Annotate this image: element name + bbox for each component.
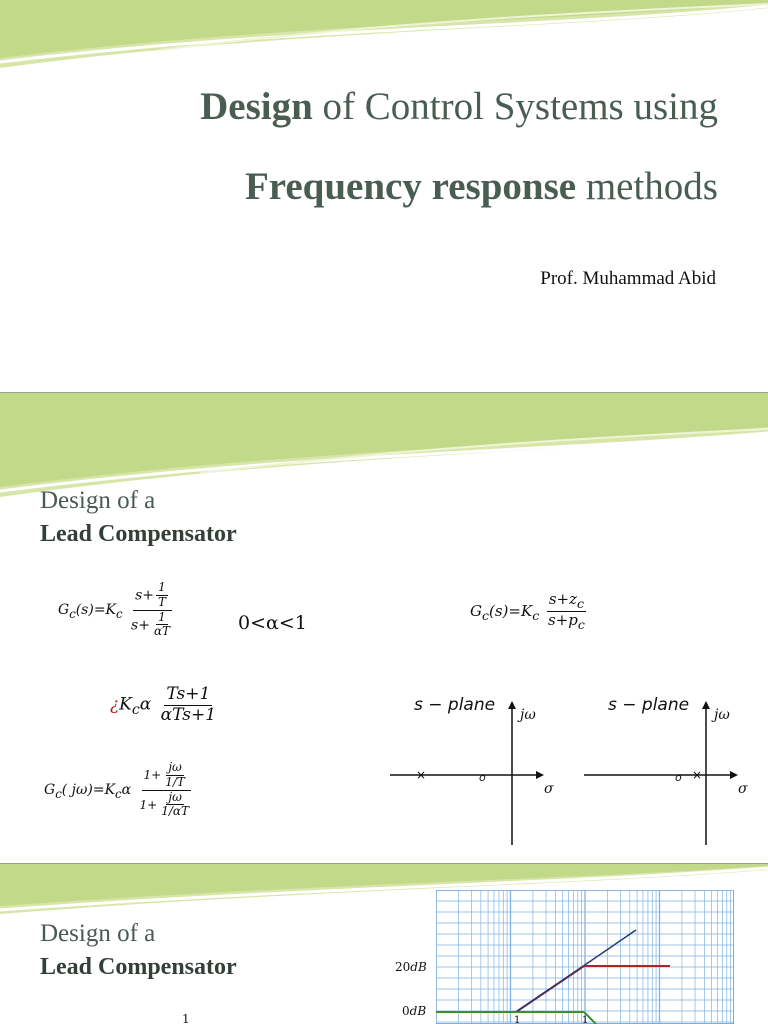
bode-plot	[436, 890, 734, 1024]
equation-frequency-response: $G_c$( $j\omega)=K_c\alpha$ 1+ $\frac{j\omega}{1/T}$ 1+ $\frac{j\omega}{1/\alpha T}$	[44, 760, 189, 819]
pole-marker: ×	[692, 768, 703, 782]
zero-marker: o	[675, 771, 682, 784]
equation-normalized: ¿$K_c\alpha$ $\frac{Ts+1}{\text{αTs+1}}$	[110, 684, 217, 725]
arrow-icon	[508, 701, 516, 709]
title-rest-2: methods	[576, 165, 718, 208]
lead-compensator-bode-slide	[0, 864, 768, 1024]
s-plane-label: s − plane	[414, 695, 496, 715]
jw-axis-label: jω	[714, 707, 730, 723]
title-rest: of Control Systems using	[312, 85, 718, 128]
jw-axis-label: jω	[520, 707, 536, 723]
title-line-1	[200, 84, 718, 129]
green-swoosh-decoration	[0, 0, 768, 80]
author-name: Prof. Muhammad Abid	[540, 268, 716, 289]
title-bold-phrase: Frequency response	[244, 165, 577, 208]
slide-heading: Design of a	[40, 920, 156, 947]
equation-transfer-function: $G_c(s)=K_c$ s+ $\frac{1}{T}$ s+ $\frac{1}{\alpha T}$	[58, 580, 171, 639]
sigma-axis-label: σ	[738, 781, 748, 797]
alpha-condition: 0<α<1	[238, 612, 307, 634]
arrow-icon	[702, 701, 710, 709]
slide-subheading: Lead Compensator	[40, 954, 237, 980]
zero-marker: o	[479, 771, 486, 784]
arrow-icon	[536, 771, 544, 779]
s-plane-label: s − plane	[608, 695, 690, 715]
tick-label: 1	[582, 1015, 589, 1024]
slide-heading: Design of a	[40, 487, 156, 514]
sigma-axis-label: σ	[544, 781, 554, 797]
slide-subheading: Lead Compensator	[40, 521, 237, 547]
title-line-2	[245, 164, 718, 209]
pole-marker: ×	[416, 768, 427, 782]
title-slide	[0, 0, 768, 392]
label-20db: 20dB	[395, 960, 427, 974]
lead-compensator-slide	[0, 393, 768, 863]
label-0db: 0dB	[402, 1004, 427, 1018]
s-plane-diagram-1	[386, 699, 546, 849]
fraction-hint: 1	[182, 1012, 190, 1024]
s-plane-diagram-2	[580, 699, 740, 849]
title-bold-word: Design	[200, 85, 313, 128]
tick-label: 1	[514, 1015, 521, 1024]
arrow-icon	[730, 771, 738, 779]
equation-zero-pole-form: $G_c(s)=K_c$ $\frac{s+z_c}{s+p_c}$	[470, 590, 585, 633]
